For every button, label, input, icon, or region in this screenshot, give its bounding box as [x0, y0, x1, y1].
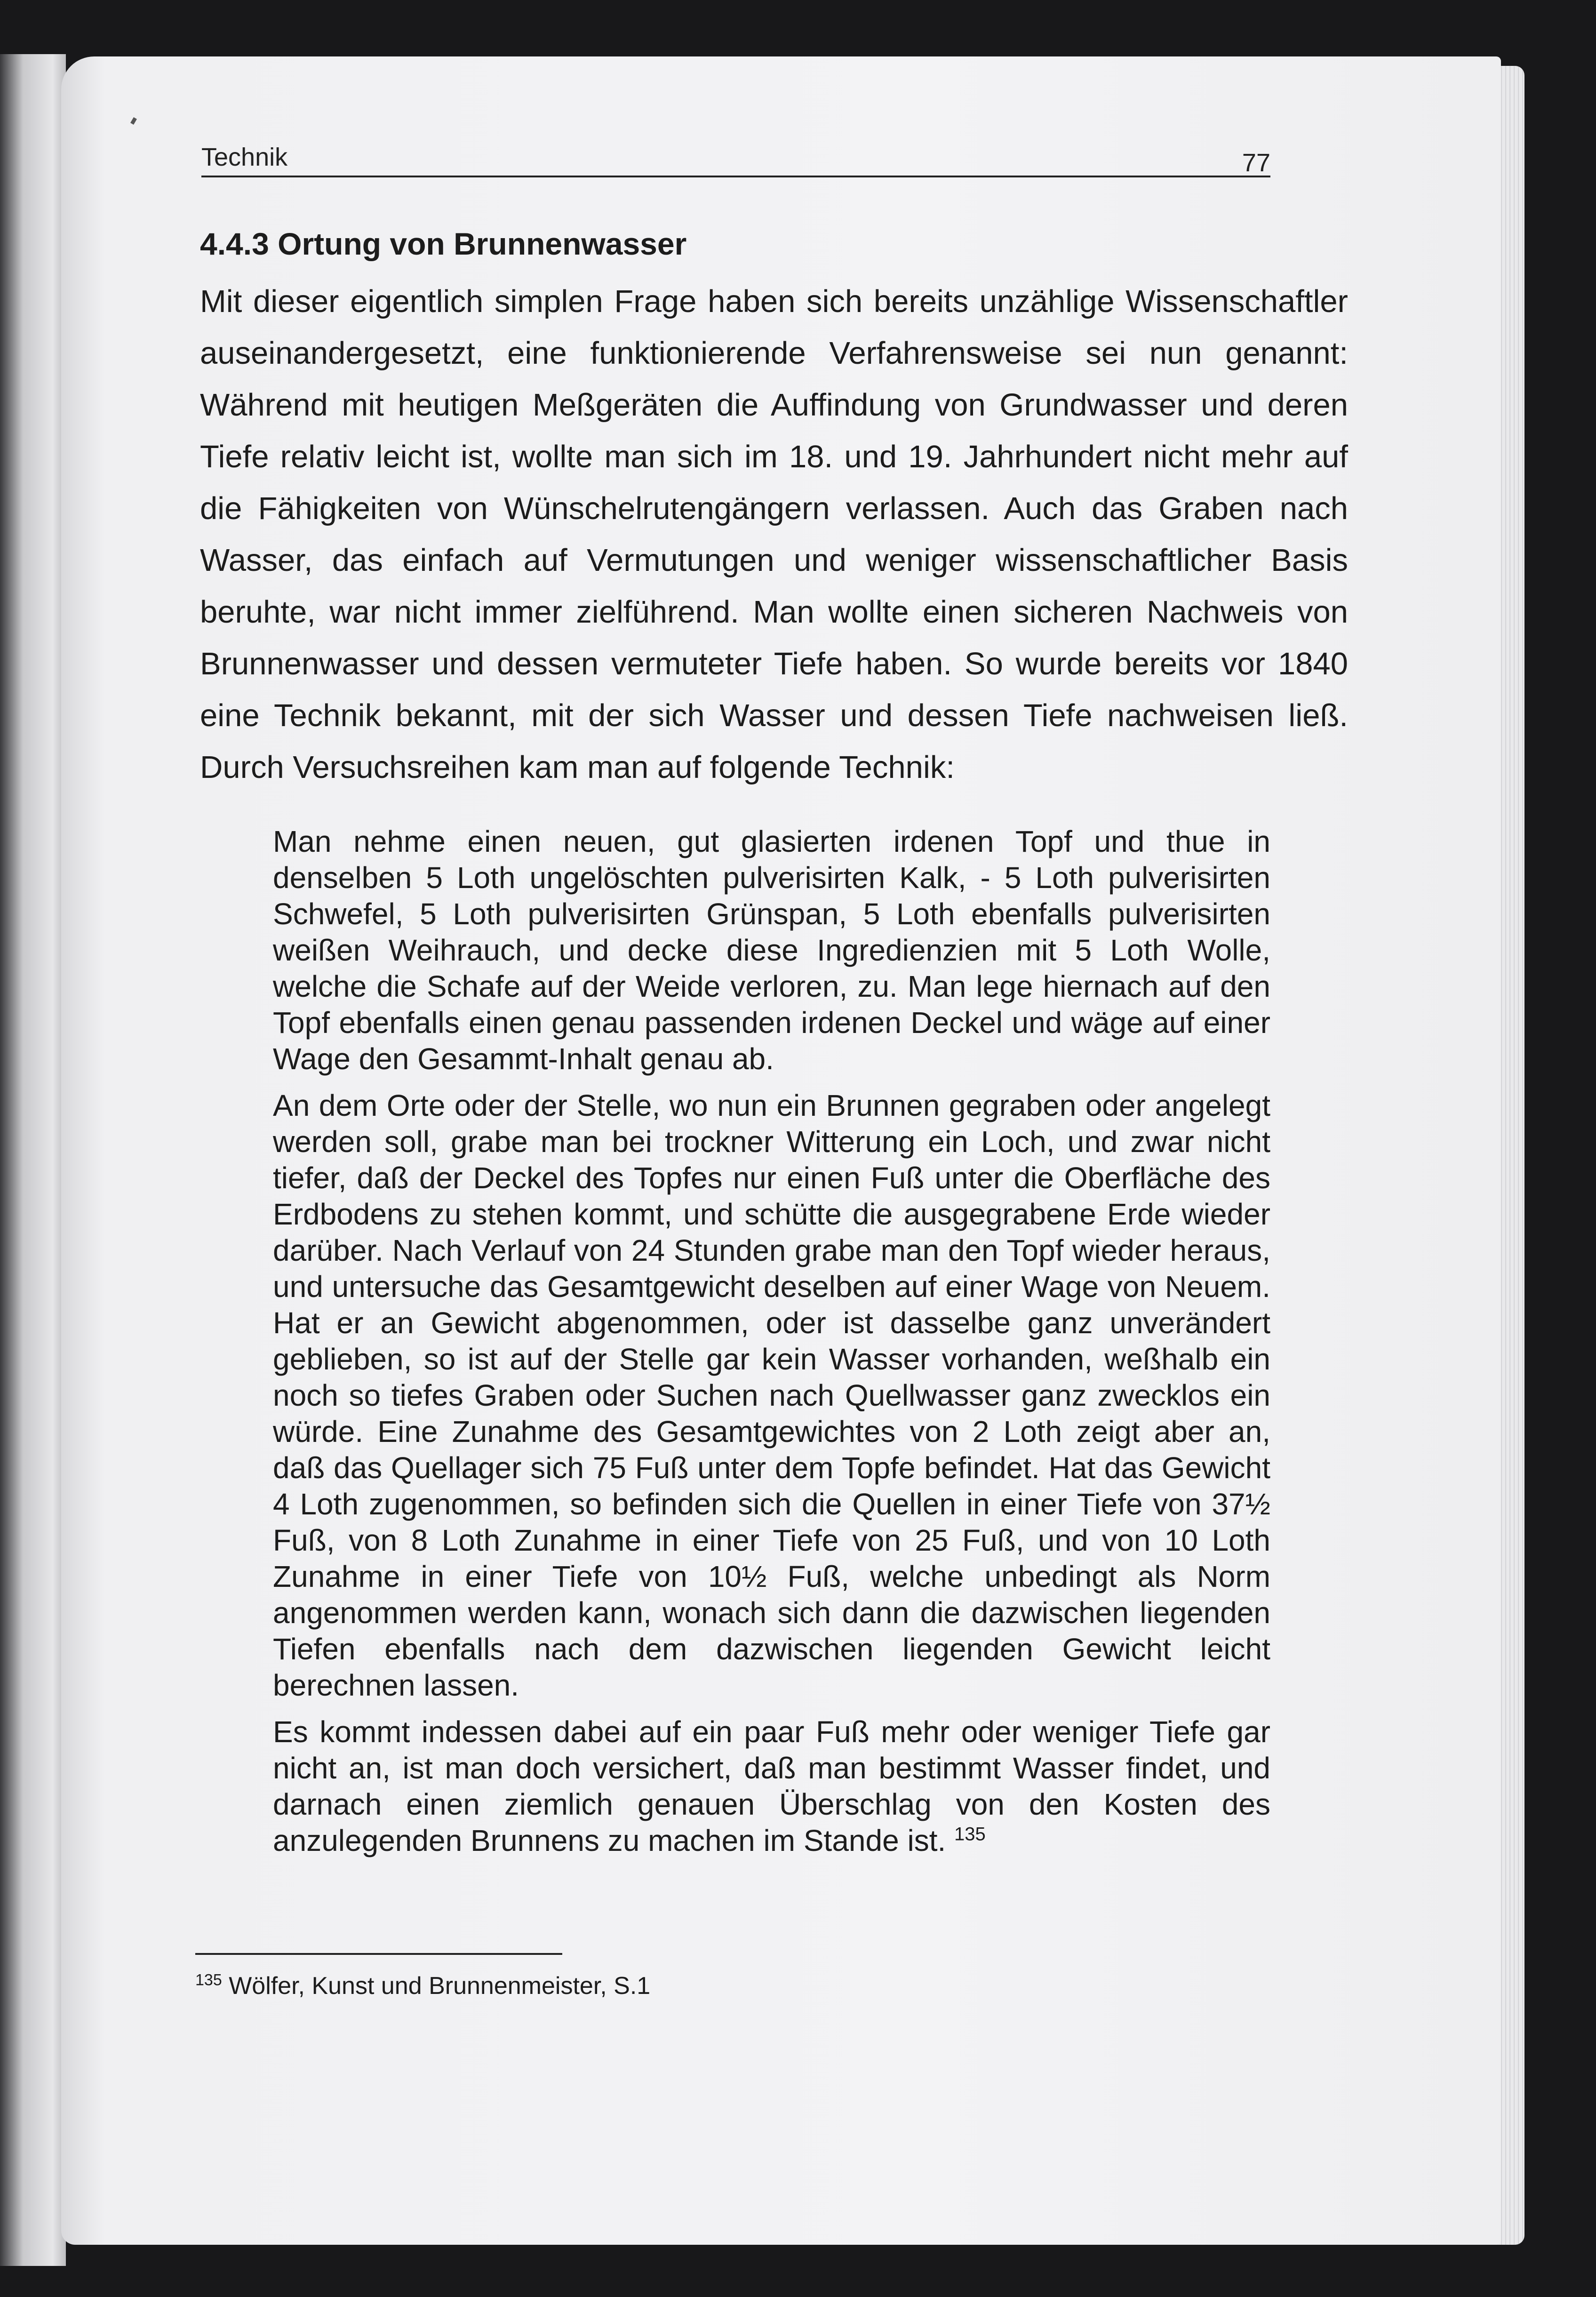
footnote-divider: [195, 1953, 562, 1955]
body-paragraph: Mit dieser eigentlich simplen Frage haben sich bereits unzählige Wissenschaftler auseinandergesetzt, eine funktionierende Verfahrensweise sei nun genannt: Während mit heutigen Meßgeräten die Auffindung von Grundwasser und deren Tiefe relativ leicht ist, wollte man sich im 18. und 19. Jahrhundert nicht mehr auf die Fähigkeiten von Wünschelrutengängern verlassen. Auch das Graben nach Wasser, das einfach auf Vermutungen und weniger wissenschaftlicher Basis beruhte, war nicht immer zielführend. Man wollte einen sicheren Nachweis von Brunnenwasser und dessen vermuteter Tiefe haben. So wurde bereits vor 1840 eine Technik bekannt, mit der sich Wasser und dessen Tiefe nachweisen ließ. Durch Versuchsreihen kam man auf folgende Technik:: [200, 284, 1348, 785]
main-content: [200, 226, 1353, 793]
page-number: 77: [1242, 149, 1270, 177]
block-quote: [273, 824, 1270, 1869]
header-section-title: Technik: [201, 143, 288, 171]
footnote-text: Wölfer, Kunst und Brunnenmeister, S.1: [229, 1972, 651, 2000]
footnote-reference[interactable]: 135: [954, 1824, 986, 1845]
footnote-number: 135: [195, 1971, 222, 1989]
section-heading: 4.4.3 Ortung von Brunnenwasser: [200, 226, 687, 261]
running-header: [201, 129, 1270, 177]
quote-paragraph-1: Man nehme einen neuen, gut glasierten irdenen Topf und thue in denselben 5 Loth ungelöschten pulverisirten Kalk, - 5 Loth pulverisirten Schwefel, 5 Loth pulverisirten Grünspan, 5 Loth ebenfalls pulverisirten weißen Weihrauch, und decke diese Ingredienzien mit 5 Loth Wolle, welche die Schafe auf der Weide verloren, zu. Man lege hiernach auf den Topf ebenfalls einen genau passenden irdenen Deckel und wäge auf einer Wage den Gesammt-Inhalt genau ab.: [273, 824, 1270, 1076]
footnote: [195, 1972, 650, 2000]
quote-paragraph-3-text: Es kommt indessen dabei auf ein paar Fuß mehr oder weniger Tiefe gar nicht an, ist man doch versichert, daß man bestimmt Wasser findet, und darnach einen ziemlich genauen Überschlag von den Kosten des anzulegenden Brunnens zu machen im Stande ist.: [273, 1715, 1270, 1857]
quote-paragraph-2: An dem Orte oder der Stelle, wo nun ein Brunnen gegraben oder angelegt werden soll, grabe man bei trockner Witterung ein Loch, und zwar nicht tiefer, daß der Deckel des Topfes nur einen Fuß unter die Oberfläche des Erdbodens zu stehen kommt, und schütte die ausgegrabene Erde wieder darüber. Nach Verlauf von 24 Stunden grabe man den Topf wieder heraus, und untersuche das Gesamtgewicht deselben auf einer Wage von Neuem. Hat er an Gewicht abgenommen, oder ist dasselbe ganz unverändert geblieben, so ist auf der Stelle gar kein Wasser vorhanden, weßhalb ein noch so tiefes Graben oder Suchen nach Quellwasser ganz zwecklos ein würde. Eine Zunahme des Gesamtgewichtes von 2 Loth zeigt aber an, daß das Quellager sich 75 Fuß unter dem Topfe befindet. Hat das Gewicht 4 Loth zugenommen, so befinden sich die Quellen in einer Tiefe von 37½ Fuß, von 8 Loth Zunahme in einer Tiefe von 25 Fuß, und von 10 Loth Zunahme in einer Tiefe von 10½ Fuß, welche unbedingt als Norm angenommen werden kann, wonach sich dann die dazwischen liegenden Tiefen ebenfalls nach dem dazwischen liegenden Gewicht leicht berechnen lassen.: [273, 1088, 1270, 1702]
quote-paragraph-3: [273, 1714, 1270, 1859]
previous-page-edge: [0, 54, 66, 2266]
